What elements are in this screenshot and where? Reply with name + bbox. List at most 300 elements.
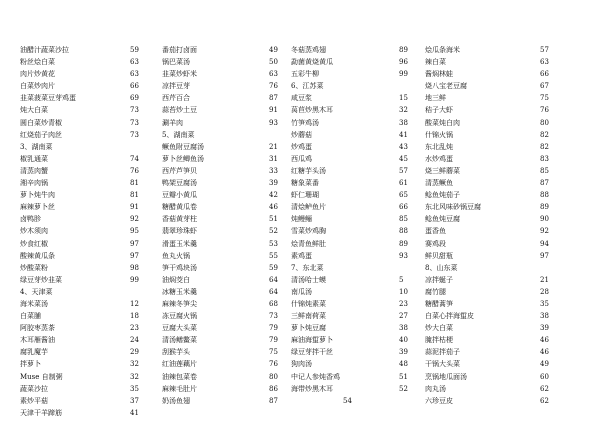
index-entry [20, 225, 139, 237]
index-entry [20, 201, 139, 213]
index-entry [20, 346, 139, 358]
dish-name: 6、江苏菜 [291, 82, 324, 91]
page-number: 68 [269, 299, 278, 308]
page-number: 52 [399, 384, 408, 393]
index-entry [425, 189, 555, 201]
dish-name: 烩瓜条海米 [425, 46, 460, 54]
dish-name: 绿豆芽炒韭菜 [20, 275, 62, 284]
page-number: 91 [269, 106, 278, 115]
dish-name: 绿豆芽拌干丝 [291, 348, 333, 357]
index-entry [291, 153, 411, 165]
dish-name: 红糖芋头汤 [291, 166, 326, 175]
page-number: 12 [130, 299, 139, 308]
dish-name: 糖醋黄瓜卷 [162, 203, 197, 212]
page-number: 37 [130, 396, 139, 405]
page-number: 43 [399, 142, 408, 151]
dish-name: 冬菇蒸鸡翅 [291, 46, 326, 54]
index-entry [162, 165, 278, 177]
index-entry [425, 310, 555, 322]
page-number: 89 [399, 46, 408, 54]
dish-name: 笋干鸡块汤 [162, 263, 197, 272]
dish-name: 白菜心拌海蜇皮 [425, 312, 474, 321]
page-number: 75 [269, 348, 278, 357]
dish-name: 五彩牛柳 [291, 70, 319, 79]
dish-name: 秸子大虾 [425, 106, 453, 115]
dish-name: 西芹百合 [162, 94, 190, 103]
index-entry [291, 44, 411, 56]
index-entry [291, 201, 411, 213]
dish-name: 三鲜南荷菜 [291, 312, 326, 321]
index-entry [291, 56, 411, 68]
dish-name: 粉丝烩白菜 [20, 58, 55, 67]
dish-name: 7、东北菜 [291, 263, 324, 272]
index-entry [162, 213, 278, 225]
index-entry [20, 334, 139, 346]
index-entry [162, 310, 278, 322]
dish-name: 香菇黄芽柱 [162, 215, 197, 224]
index-entry [20, 117, 139, 129]
index-entry [425, 117, 555, 129]
dish-name: 8、山东菜 [425, 263, 458, 272]
index-entry [20, 92, 139, 104]
dish-name: 狗肉汤 [291, 360, 312, 369]
index-entry [291, 189, 411, 201]
dish-name: 雪菜炒鸡胸 [291, 227, 326, 236]
index-entry [20, 44, 139, 56]
page-number: 99 [130, 275, 139, 284]
dish-name: 滑蛋玉米羹 [162, 239, 197, 248]
page-number: 41 [399, 130, 408, 139]
page-number: 79 [269, 324, 278, 333]
index-entry [425, 262, 555, 274]
index-entry [20, 250, 139, 262]
page-number: 85 [540, 166, 549, 175]
index-entry [425, 371, 555, 383]
index-entry [162, 371, 278, 383]
page-number: 89 [540, 203, 549, 212]
dish-name: 椒乳通菜 [20, 154, 48, 163]
page-number: 18 [130, 312, 139, 321]
dish-name: 冰糖玉米羹 [162, 287, 197, 296]
dish-name: 素炒平菇 [20, 396, 48, 405]
dish-name: 什锦火锅 [425, 130, 453, 139]
dish-name: 麻油海蜇萝卜 [291, 336, 333, 345]
index-entry [425, 322, 555, 334]
dish-name: 糖醋蒿笋 [425, 299, 453, 308]
page-number: 86 [269, 384, 278, 393]
page-number: 50 [269, 58, 278, 67]
index-entry [162, 56, 278, 68]
page-number: 75 [540, 94, 549, 103]
dish-name: 竹笋鸡汤 [291, 118, 319, 127]
dish-name: 涮羊肉 [162, 118, 183, 127]
index-entry [425, 334, 555, 346]
page-number: 38 [399, 324, 408, 333]
dish-name: 鱼丸火锅 [162, 251, 190, 260]
index-entry [291, 68, 411, 80]
dish-name: 酱焖林蛙 [425, 70, 453, 79]
page-number: 60 [540, 372, 549, 381]
page-number: 49 [540, 360, 549, 369]
dish-name: 烹锅地瓜面汤 [425, 372, 467, 381]
dish-name: 萝卜丝鲫鱼汤 [162, 154, 204, 163]
dish-name: 南瓜汤 [291, 287, 312, 296]
index-entry [162, 262, 278, 274]
index-column-4 [425, 44, 555, 407]
dish-name: 锅巴菜汤 [162, 58, 190, 67]
dish-name: 清蒸鳜鱼 [425, 179, 453, 188]
index-entry [20, 80, 139, 92]
index-entry [162, 395, 278, 407]
page-number: 51 [399, 372, 408, 381]
dish-name: 湘辛肉锅 [20, 179, 48, 188]
index-entry [162, 141, 278, 153]
dish-name: 豆瓣小黄瓜 [162, 191, 197, 200]
index-entry [425, 225, 555, 237]
index-entry [425, 104, 555, 116]
dish-name: 韭菜炒虾米 [162, 70, 197, 79]
index-entry [162, 117, 278, 129]
dish-name: 海米菜汤 [20, 299, 48, 308]
index-column-1 [20, 44, 139, 419]
index-entry [425, 201, 555, 213]
page-number: 51 [269, 215, 278, 224]
dish-name: 54 [343, 396, 352, 405]
dish-name: 5、湖南菜 [162, 130, 195, 139]
index-entry [20, 141, 130, 153]
dish-name: 肉丸汤 [425, 384, 446, 393]
index-entry [162, 334, 278, 346]
index-entry [20, 238, 139, 250]
page-number: 96 [399, 58, 408, 67]
index-entry [291, 104, 411, 116]
dish-name: 赛鸡段 [425, 239, 446, 248]
page-number: 10 [399, 287, 408, 296]
dish-name: 翡翠珍珠虾 [162, 227, 197, 236]
dish-name: 素鸡蛋 [291, 251, 312, 260]
page-number: 67 [540, 82, 549, 91]
page-number: 27 [399, 312, 408, 321]
page-number: 38 [399, 118, 408, 127]
index-entry [162, 68, 278, 80]
index-entry [291, 322, 411, 334]
index-entry [291, 274, 411, 286]
index-entry [20, 371, 139, 383]
dish-name: 肉片炒黄花 [20, 70, 55, 79]
index-entry [425, 346, 555, 358]
index-entry [20, 274, 139, 286]
dish-name: 咸豆浆 [291, 94, 312, 103]
dish-name: 卤鸭胗 [20, 215, 41, 224]
page-number: 42 [269, 191, 278, 200]
dish-name: 炒木须肉 [20, 227, 48, 236]
index-entry [20, 68, 139, 80]
page-number: 73 [269, 312, 278, 321]
dish-name: 豆腐大头菜 [162, 324, 197, 333]
index-entry [425, 238, 555, 250]
dish-name: 拌萝卜 [20, 360, 41, 369]
index-entry [20, 104, 139, 116]
index-entry [162, 250, 278, 262]
page-number: 76 [540, 106, 549, 115]
index-entry [20, 322, 139, 334]
page-number: 80 [269, 372, 278, 381]
page-number: 76 [269, 82, 278, 91]
index-entry [162, 286, 278, 298]
page-number: 73 [130, 118, 139, 127]
dish-name: 中记人参炖香鸡 [291, 372, 340, 381]
index-entry [20, 129, 139, 141]
page-number: 46 [540, 336, 549, 345]
index-entry [162, 238, 278, 250]
dish-name: 炒酸菜粉 [20, 263, 48, 272]
dish-name: 酸辣黄瓜条 [20, 251, 55, 260]
page-number: 69 [130, 94, 139, 103]
page-number: 97 [540, 251, 549, 260]
dish-name: 油辣包菜卷 [162, 372, 197, 381]
dish-name: 番茄打卤面 [162, 46, 197, 54]
index-entry [291, 383, 411, 395]
index-entry [425, 80, 555, 92]
page-number: 76 [269, 360, 278, 369]
index-entry [425, 274, 555, 286]
page-number: 55 [269, 251, 278, 260]
dish-name: 蛋香鱼 [425, 227, 446, 236]
page-number: 97 [130, 251, 139, 260]
dish-name: 炒食红椒 [20, 239, 48, 248]
dish-name: 麻辣萝卜丝 [20, 203, 55, 212]
index-entry [20, 286, 130, 298]
dish-name: 腐乳魔芋 [20, 348, 48, 357]
dish-name: 烩青鱼鲜肚 [291, 239, 326, 248]
index-entry [20, 395, 139, 407]
index-entry [20, 262, 139, 274]
page-number: 39 [269, 179, 278, 188]
index-entry [20, 298, 139, 310]
page-number: 46 [540, 348, 549, 357]
dish-name: 烧八宝老豆腐 [425, 82, 467, 91]
page-number: 21 [540, 275, 549, 284]
dish-name: 西瓜鸡 [291, 154, 312, 163]
dish-name: 勐菌黄烧黄瓜 [291, 58, 333, 67]
page-number: 97 [130, 239, 139, 248]
dish-name: 清汤鳝鳖菜 [162, 336, 197, 345]
page-number: 23 [399, 299, 408, 308]
dish-name: 3、湖南菜 [20, 142, 53, 151]
index-entry [162, 177, 278, 189]
page-number: 81 [130, 179, 139, 188]
dish-name: 虾仁珊瑚 [291, 191, 319, 200]
page-number: 59 [130, 46, 139, 54]
index-entry [20, 153, 139, 165]
page-number: 65 [399, 191, 408, 200]
page-number: 87 [540, 179, 549, 188]
page-number: 32 [130, 372, 139, 381]
dish-name: 麻辣毛肚片 [162, 384, 197, 393]
page-number: 31 [269, 154, 278, 163]
dish-name: 清汤哈士蟆 [291, 275, 326, 284]
dish-name: 冻豆腐火锅 [162, 312, 197, 321]
index-entry [291, 250, 411, 262]
page-number: 59 [269, 263, 278, 272]
page-number: 57 [399, 166, 408, 175]
index-entry [425, 298, 555, 310]
page-number: 73 [130, 106, 139, 115]
dish-name: 东北风味砂锅豆腐 [425, 203, 481, 212]
index-entry [425, 177, 555, 189]
dish-name: 木耳雁酱油 [20, 336, 55, 345]
dish-name: 刮猴芋头 [162, 348, 190, 357]
index-entry [291, 225, 411, 237]
dish-name: 清蒸肉蟹 [20, 166, 48, 175]
page-number: 52 [269, 227, 278, 236]
index-entry [162, 80, 278, 92]
index-entry [425, 92, 555, 104]
index-entry [162, 153, 278, 165]
page-number: 29 [130, 348, 139, 357]
dish-name: 六珍豆皮 [425, 396, 453, 405]
page-number: 82 [540, 142, 549, 151]
page-number: 90 [540, 215, 549, 224]
page-number: 23 [130, 324, 139, 333]
page-number: 87 [269, 94, 278, 103]
dish-name: 炒大白菜 [425, 324, 453, 333]
page-number: 76 [130, 166, 139, 175]
index-entry [20, 177, 139, 189]
dish-name: 红油莲藕片 [162, 360, 197, 369]
dish-name: 凉拌蜒子 [425, 275, 453, 284]
dish-name: 炒鸡蛋 [291, 142, 312, 151]
index-entry [425, 141, 555, 153]
dish-name: 鲶鱼炖豆腐 [425, 215, 460, 224]
page-number: 81 [130, 191, 139, 200]
page-number: 83 [540, 154, 549, 163]
dish-name: 阿胶枣蒸茶 [20, 324, 55, 333]
index-entry [291, 141, 411, 153]
index-entry [291, 371, 411, 383]
dish-name: 海带炒黑木耳 [291, 384, 333, 393]
page-number: 79 [269, 336, 278, 345]
index-column-2 [162, 44, 278, 407]
page-number: 66 [540, 70, 549, 79]
page-number: 85 [399, 215, 408, 224]
index-entry [162, 225, 278, 237]
page-number: 99 [399, 70, 408, 79]
page-number: 35 [130, 384, 139, 393]
index-entry [20, 56, 139, 68]
page-number: 32 [130, 360, 139, 369]
dish-name: 白菜炒肉片 [20, 82, 55, 91]
page-number: 35 [540, 299, 549, 308]
index-entry [425, 68, 555, 80]
page-number: 92 [130, 215, 139, 224]
index-entry [425, 165, 555, 177]
dish-name: 油焖茭白 [162, 275, 190, 284]
page-number: 46 [269, 203, 278, 212]
index-entry [425, 44, 555, 56]
page-number: 53 [269, 239, 278, 248]
index-entry [20, 189, 139, 201]
index-entry [291, 395, 411, 407]
index-entry [291, 238, 411, 250]
dish-name: 糖象菜番 [291, 179, 319, 188]
dish-name: 西芹芦笋贝 [162, 166, 197, 175]
dish-name: 辣白菜 [425, 58, 446, 67]
index-entry [291, 92, 411, 104]
dish-name: 白菜脯 [20, 312, 41, 321]
index-entry [291, 117, 411, 129]
page-number: 92 [540, 227, 549, 236]
index-entry [20, 165, 139, 177]
index-entry [291, 298, 411, 310]
dish-name: 凉拌豆芽 [162, 82, 190, 91]
page-number: 48 [399, 360, 408, 369]
page-number: 63 [540, 58, 549, 67]
dish-name: 鲜贝甜瓶 [425, 251, 453, 260]
dish-name: 萝卜炖豆腐 [291, 324, 326, 333]
page-number: 80 [540, 118, 549, 127]
page-number: 66 [130, 82, 139, 91]
page-number: 93 [399, 251, 408, 260]
page-number: 82 [540, 130, 549, 139]
page-number: 66 [399, 203, 408, 212]
index-entry [291, 262, 411, 274]
dish-name: 腌拌枯梗 [425, 336, 453, 345]
page-number: 33 [269, 166, 278, 175]
dish-name: 酸菜炖白肉 [425, 118, 460, 127]
dish-name: 奶汤鱼翅 [162, 396, 190, 405]
index-entry [425, 395, 555, 407]
page-number: 32 [399, 106, 408, 115]
index-entry [162, 274, 278, 286]
index-entry [291, 80, 411, 92]
page-number: 94 [540, 239, 549, 248]
index-entry [291, 165, 411, 177]
index-entry [291, 286, 411, 298]
dish-name: 天津干羊蹄筋 [20, 408, 62, 417]
page-number: 39 [540, 324, 549, 333]
page-number: 39 [399, 348, 408, 357]
index-entry [162, 92, 278, 104]
dish-name: 韭菜菠菜豆芽鸡蛋 [20, 94, 76, 103]
index-entry [425, 286, 555, 298]
index-entry [20, 383, 139, 395]
page-number: 61 [399, 179, 408, 188]
page-number: 93 [269, 118, 278, 127]
page-number: 87 [269, 396, 278, 405]
dish-name: 4、天津菜 [20, 287, 53, 296]
index-entry [425, 153, 555, 165]
index-entry [162, 104, 278, 116]
dish-name: 炖鳗鲡 [291, 215, 312, 224]
page-number: 45 [399, 154, 408, 163]
dish-name: 红烧茄子肉丝 [20, 130, 62, 139]
dish-name: 清烩鲈鱼片 [291, 203, 326, 212]
index-entry [162, 189, 278, 201]
dish-name: 莴苣炒黑木耳 [291, 106, 333, 115]
index-entry [425, 56, 555, 68]
dish-name: 麻辣冬笋尖 [162, 299, 197, 308]
index-entry [162, 44, 278, 56]
index-entry [162, 346, 278, 358]
index-entry [425, 358, 555, 370]
dish-name: 什锦炖素菜 [291, 299, 326, 308]
dish-name: 萝卜炖牛肉 [20, 191, 55, 200]
dish-name: 油醋汁蔬菜沙拉 [20, 46, 69, 54]
index-entry [162, 358, 278, 370]
dish-name: 鳜鱼附豆腐汤 [162, 142, 204, 151]
page-number: 57 [540, 46, 549, 54]
